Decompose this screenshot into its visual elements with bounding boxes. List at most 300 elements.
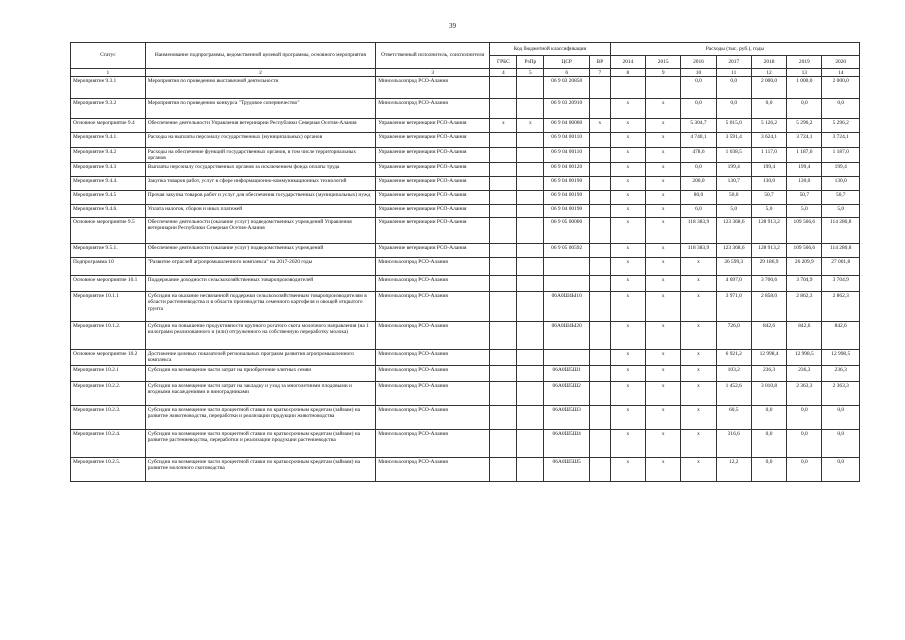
row-executor: Управление ветеринарии РСО-Алания [376, 119, 490, 133]
row-csr: 06 9 03 20850 [544, 77, 590, 99]
row-value-2019: 842,6 [787, 322, 822, 350]
row-executor: Управление ветеринарии РСО-Алания [376, 205, 490, 218]
row-vr [590, 406, 611, 430]
row-vr [590, 430, 611, 458]
row-value-2014: x [610, 148, 645, 163]
row-status: Мероприятие 9.5.1. [71, 244, 146, 258]
row-vr [590, 322, 611, 350]
row-rzpr [517, 133, 544, 148]
row-executor: Минсельхозпрод РСО-Алания [376, 406, 490, 430]
row-name: Субсидии на оказание несвязанной поддержки сельскохозяйственным товаропроизводителям в области растениеводства и в области производства семенного картофеля и овощей открытого грунта [145, 292, 375, 322]
row-grbs [490, 218, 517, 244]
row-value-2015: x [646, 191, 681, 205]
row-executor: Минсельхозпрод РСО-Алания [376, 382, 490, 406]
row-value-2014: x [610, 99, 645, 119]
row-rzpr [517, 322, 544, 350]
row-value-2017: 123 368,6 [716, 218, 751, 244]
row-vr [590, 258, 611, 276]
row-value-2018: 50,7 [751, 191, 786, 205]
table-row [71, 163, 860, 177]
row-value-2017: 0,0 [716, 99, 751, 119]
table-row [71, 258, 860, 276]
row-value-2017: 1 452,6 [716, 382, 751, 406]
row-value-2018: 842,6 [751, 322, 786, 350]
row-value-2015: x [646, 258, 681, 276]
row-value-2016: x [681, 276, 716, 292]
row-executor: Управление ветеринарии РСО-Алания [376, 244, 490, 258]
row-csr: 06 9 03 20910 [544, 99, 590, 119]
row-value-2015: x [646, 382, 681, 406]
row-value-2016: 0,0 [681, 77, 716, 99]
header-status: Статус [71, 43, 146, 69]
row-value-2016: 6,0 [681, 205, 716, 218]
row-status: Мероприятие 9.3.2 [71, 99, 146, 119]
page-number: 39 [449, 22, 456, 30]
row-name: Субсидии на возмещение части процентной ставки по краткосрочным кредитам (займам) на развитие животноводства, переработки и реализации продукции животноводства [145, 406, 375, 430]
table-row [71, 430, 860, 458]
row-rzpr [517, 191, 544, 205]
row-rzpr [517, 177, 544, 191]
row-vr [590, 177, 611, 191]
column-number: 9 [646, 69, 681, 77]
row-vr [590, 163, 611, 177]
row-value-2020: 114 280,8 [822, 244, 860, 258]
row-rzpr [517, 77, 544, 99]
row-value-2016: x [681, 458, 716, 482]
header-year: 2020 [822, 56, 860, 69]
row-value-2015: x [646, 350, 681, 366]
row-rzpr: x [517, 119, 544, 133]
row-csr: 06А0Ш4Ы20 [544, 322, 590, 350]
header-year: 2016 [681, 56, 716, 69]
row-name: Обеспечение деятельности (оказание услуг) подведомственных учреждений Управления ветеринарии Республики Северная Осетия-Алания [145, 218, 375, 244]
row-vr [590, 205, 611, 218]
row-value-2015: x [646, 99, 681, 119]
row-value-2018: 0,0 [751, 406, 786, 430]
table-row [71, 148, 860, 163]
row-grbs [490, 382, 517, 406]
header-year: 2017 [716, 56, 751, 69]
row-grbs [490, 458, 517, 482]
row-value-2020: 5 296,2 [822, 119, 860, 133]
row-value-2018: 3 624,1 [751, 133, 786, 148]
row-csr: 06А0Ш5Ш3 [544, 406, 590, 430]
row-value-2016: 200,0 [681, 177, 716, 191]
row-value-2019: 0,0 [787, 99, 822, 119]
table-row [71, 133, 860, 148]
row-value-2020: 130,0 [822, 177, 860, 191]
row-value-2018: 12 998,4 [751, 350, 786, 366]
row-grbs [490, 77, 517, 99]
row-value-2020: 12 998,5 [822, 350, 860, 366]
row-value-2020: 5,0 [822, 205, 860, 218]
row-value-2014: x [610, 177, 645, 191]
header-year: 2019 [787, 56, 822, 69]
row-value-2015: x [646, 292, 681, 322]
column-number: 10 [681, 69, 716, 77]
row-grbs [490, 205, 517, 218]
row-grbs [490, 191, 517, 205]
row-executor: Управление ветеринарии РСО-Алания [376, 133, 490, 148]
row-value-2017: 6 921,2 [716, 350, 751, 366]
row-value-2020: 0,0 [822, 458, 860, 482]
row-value-2018: 128 913,2 [751, 218, 786, 244]
row-vr [590, 350, 611, 366]
row-value-2016: x [681, 406, 716, 430]
row-executor: Управление ветеринарии РСО-Алания [376, 218, 490, 244]
table-row [71, 177, 860, 191]
row-value-2017: 316,6 [716, 430, 751, 458]
column-number: 14 [822, 69, 860, 77]
row-grbs [490, 350, 517, 366]
row-value-2019: 50,7 [787, 191, 822, 205]
row-value-2020: 27 001,8 [822, 258, 860, 276]
row-rzpr [517, 292, 544, 322]
row-value-2016: 118 383,9 [681, 218, 716, 244]
row-value-2016: 0,0 [681, 163, 716, 177]
row-vr [590, 191, 611, 205]
row-csr: 06А0Ш5Ш2 [544, 382, 590, 406]
row-vr [590, 366, 611, 382]
row-rzpr [517, 366, 544, 382]
row-status: Мероприятие 10.1.1 [71, 292, 146, 322]
header-year: 2015 [646, 56, 681, 69]
table-body [71, 77, 860, 482]
column-number: 3 [376, 69, 490, 77]
row-csr: 06 9 04 00000 [544, 119, 590, 133]
row-csr: 06 9 04 00190 [544, 205, 590, 218]
row-value-2020: 842,6 [822, 322, 860, 350]
header-name: Наименование подпрограммы, ведомственной целевой программы, основного мероприятия [145, 43, 375, 69]
row-value-2018: 5,0 [751, 205, 786, 218]
table-row [71, 366, 860, 382]
table-row [71, 119, 860, 133]
row-name: Поддержание доходности сельскохозяйственных товаропроизводителей [145, 276, 375, 292]
row-value-2017: 130,7 [716, 177, 751, 191]
row-value-2016: 80,0 [681, 191, 716, 205]
row-grbs [490, 148, 517, 163]
row-value-2018: 0,0 [751, 99, 786, 119]
row-grbs [490, 99, 517, 119]
row-vr [590, 244, 611, 258]
header-budget-code: Код бюджетной классификации [490, 43, 610, 56]
row-status: Мероприятие 9.4.6. [71, 205, 146, 218]
row-value-2016: x [681, 322, 716, 350]
row-value-2019: 5,0 [787, 205, 822, 218]
row-value-2014: x [610, 163, 645, 177]
row-grbs [490, 258, 517, 276]
row-value-2018: 236,3 [751, 366, 786, 382]
row-csr: 06А0Ш5Ш5 [544, 458, 590, 482]
row-value-2016: 4 740,1 [681, 133, 716, 148]
row-grbs [490, 133, 517, 148]
column-number: 8 [610, 69, 645, 77]
row-status: Мероприятие 9.4.4. [71, 177, 146, 191]
header-vr: ВР [590, 56, 611, 69]
row-value-2017: 0,0 [716, 77, 751, 99]
row-value-2016: x [681, 258, 716, 276]
row-csr: 06 9 04 00190 [544, 191, 590, 205]
row-name: Обеспечение деятельности Управления ветеринарии Республики Северная Осетия-Алания [145, 119, 375, 133]
row-csr: 06 9 04 00110 [544, 148, 590, 163]
table-row [71, 350, 860, 366]
row-name: Субсидии на возмещение части процентной ставки по краткосрочным кредитам (займам) на развитие молочного скотоводства [145, 458, 375, 482]
row-value-2014: x [610, 322, 645, 350]
row-value-2018: 5 126,2 [751, 119, 786, 133]
row-value-2019: 109 566,6 [787, 244, 822, 258]
row-value-2015: x [646, 163, 681, 177]
row-value-2017: 5,0 [716, 205, 751, 218]
row-value-2020: 236,3 [822, 366, 860, 382]
row-value-2018: 2 858,0 [751, 292, 786, 322]
row-status: Мероприятие 9.4.3 [71, 163, 146, 177]
row-value-2019: 236,3 [787, 366, 822, 382]
row-value-2017: 726,0 [716, 322, 751, 350]
header-year: 2014 [610, 56, 645, 69]
table-row [71, 292, 860, 322]
table-row [71, 322, 860, 350]
row-executor: Минсельхозпрод РСО-Алания [376, 322, 490, 350]
row-value-2017: 60,5 [716, 406, 751, 430]
row-value-2020: 2 862,3 [822, 292, 860, 322]
row-value-2019: 0,0 [787, 458, 822, 482]
row-value-2015: x [646, 406, 681, 430]
row-value-2020: 3 704,9 [822, 276, 860, 292]
row-value-2017: 3 971,0 [716, 292, 751, 322]
row-csr: 06 9 04 00190 [544, 177, 590, 191]
row-vr [590, 148, 611, 163]
row-value-2020: 0,0 [822, 406, 860, 430]
table-row [71, 77, 860, 99]
row-value-2015: x [646, 430, 681, 458]
column-number: 11 [716, 69, 751, 77]
row-executor: Управление ветеринарии РСО-Алания [376, 148, 490, 163]
row-grbs [490, 177, 517, 191]
row-vr: x [590, 119, 611, 133]
row-executor: Минсельхозпрод РСО-Алания [376, 276, 490, 292]
row-value-2016: x [681, 292, 716, 322]
row-value-2017: 12,2 [716, 458, 751, 482]
row-value-2014: x [610, 382, 645, 406]
row-value-2014: x [610, 292, 645, 322]
row-value-2019: 130,0 [787, 177, 822, 191]
row-name: Субсидии на возмещение части процентной ставки по краткосрочным кредитам (займам) на развитие растениеводства, переработки и реализации продукции растениеводства [145, 430, 375, 458]
row-name: Выплаты персоналу государственных органов за исключением фонда оплаты труда [145, 163, 375, 177]
header-executor: Ответственный исполнитель, соисполнители [376, 43, 490, 69]
row-rzpr [517, 458, 544, 482]
row-vr [590, 292, 611, 322]
table-row [71, 458, 860, 482]
row-value-2015: x [646, 119, 681, 133]
row-value-2019: 3 704,9 [787, 276, 822, 292]
row-name: Достижение целевых показателей региональных программ развития агропромышленного комплекса [145, 350, 375, 366]
table-row [71, 99, 860, 119]
row-executor: Минсельхозпрод РСО-Алания [376, 366, 490, 382]
row-name: Субсидии на возмещение части затрат на закладку и уход за многолетними плодовыми и ягодными насаждениями и виноградниками [145, 382, 375, 406]
row-rzpr [517, 163, 544, 177]
row-value-2015: x [646, 276, 681, 292]
row-value-2014: x [610, 244, 645, 258]
column-number: 12 [751, 69, 786, 77]
row-name: "Развитие отраслей агропромышленного комплекса" на 2017-2020 годы [145, 258, 375, 276]
row-status: Мероприятие 10.1.2. [71, 322, 146, 350]
row-executor: Минсельхозпрод РСО-Алания [376, 292, 490, 322]
row-value-2014: x [610, 458, 645, 482]
row-executor: Минсельхозпрод РСО-Алания [376, 458, 490, 482]
column-number: 5 [517, 69, 544, 77]
row-value-2018: 128 913,2 [751, 244, 786, 258]
row-grbs [490, 322, 517, 350]
row-value-2019: 1 000,0 [787, 77, 822, 99]
row-value-2017: 103,2 [716, 366, 751, 382]
row-value-2015: x [646, 244, 681, 258]
row-value-2017: 1 038,5 [716, 148, 751, 163]
row-status: Мероприятие 9.3.1 [71, 77, 146, 99]
row-value-2019: 109 566,6 [787, 218, 822, 244]
row-value-2014: x [610, 366, 645, 382]
row-value-2016: x [681, 382, 716, 406]
row-value-2020: 0,0 [822, 99, 860, 119]
column-number: 13 [787, 69, 822, 77]
row-vr [590, 458, 611, 482]
row-value-2020: 3 724,1 [822, 133, 860, 148]
row-rzpr [517, 276, 544, 292]
column-number: 2 [145, 69, 375, 77]
row-value-2014: x [610, 119, 645, 133]
row-rzpr [517, 218, 544, 244]
row-value-2016: x [681, 366, 716, 382]
column-number: 4 [490, 69, 517, 77]
row-value-2017: 199,4 [716, 163, 751, 177]
row-executor: Минсельхозпрод РСО-Алания [376, 430, 490, 458]
row-value-2019: 0,0 [787, 406, 822, 430]
row-vr [590, 218, 611, 244]
row-name: Расходы на обеспечение функций государственных органов, в том числе территориальных органов [145, 148, 375, 163]
row-value-2020: 2 363,3 [822, 382, 860, 406]
row-executor: Минсельхозпрод РСО-Алания [376, 99, 490, 119]
row-value-2018: 1 117,0 [751, 148, 786, 163]
row-value-2019: 3 724,1 [787, 133, 822, 148]
row-name: Субсидии на возмещение части затрат на приобретение элитных семян [145, 366, 375, 382]
row-value-2017: 4 697,0 [716, 276, 751, 292]
row-value-2014: x [610, 205, 645, 218]
table-row [71, 218, 860, 244]
row-grbs [490, 276, 517, 292]
row-value-2019: 12 998,5 [787, 350, 822, 366]
row-status: Основное мероприятие 10.1 [71, 276, 146, 292]
row-grbs [490, 366, 517, 382]
table-row [71, 406, 860, 430]
row-rzpr [517, 350, 544, 366]
table-row [71, 382, 860, 406]
row-value-2015: x [646, 148, 681, 163]
row-grbs [490, 292, 517, 322]
row-value-2014: x [610, 406, 645, 430]
header-rzpr: РзПр [517, 56, 544, 69]
row-status: Мероприятие 10.2.3. [71, 406, 146, 430]
row-grbs [490, 430, 517, 458]
column-number-row [71, 69, 860, 77]
row-value-2019: 2 862,3 [787, 292, 822, 322]
header-grbs: ГРБС [490, 56, 517, 69]
row-value-2020: 114 280,8 [822, 218, 860, 244]
row-value-2016: 118 383,9 [681, 244, 716, 258]
row-value-2015: x [646, 133, 681, 148]
row-status: Мероприятие 9.4.1. [71, 133, 146, 148]
table-row [71, 276, 860, 292]
row-status: Основное мероприятие 9.5 [71, 218, 146, 244]
row-name: Мероприятия по проведению конкурса "Трудовое соперничество" [145, 99, 375, 119]
budget-table [70, 42, 860, 482]
header-row-1 [71, 43, 860, 56]
row-status: Мероприятие 10.2.4. [71, 430, 146, 458]
row-rzpr [517, 205, 544, 218]
row-value-2018: 199,4 [751, 163, 786, 177]
row-status: Мероприятие 10.2.1 [71, 366, 146, 382]
row-executor: Минсельхозпрод РСО-Алания [376, 77, 490, 99]
row-value-2014: x [610, 276, 645, 292]
row-csr: 06 9 05 00000 [544, 218, 590, 244]
row-name: Обеспечение деятельности (оказание услуг) подведомственных учреждений [145, 244, 375, 258]
row-value-2016: 478,6 [681, 148, 716, 163]
header-expenses: Расходы (тыс. руб.), годы [610, 43, 859, 56]
row-value-2016: 0,0 [681, 99, 716, 119]
row-value-2019: 1 187,0 [787, 148, 822, 163]
row-value-2020: 1 187,0 [822, 148, 860, 163]
row-executor: Управление ветеринарии РСО-Алания [376, 163, 490, 177]
row-value-2018: 0,0 [751, 458, 786, 482]
row-status: Подпрограмма 10 [71, 258, 146, 276]
row-value-2018: 2 000,0 [751, 77, 786, 99]
row-name: Расходы на выплаты персоналу государственных (муниципальных) органов [145, 133, 375, 148]
row-vr [590, 382, 611, 406]
row-csr: 06 9 04 00120 [544, 163, 590, 177]
row-value-2014: x [610, 350, 645, 366]
row-value-2018: 3 010,8 [751, 382, 786, 406]
table-row [71, 244, 860, 258]
row-csr: 06А0Ш4Ы10 [544, 292, 590, 322]
row-status: Мероприятие 10.2.2. [71, 382, 146, 406]
row-status: Мероприятие 9.4.2 [71, 148, 146, 163]
row-csr [544, 350, 590, 366]
row-name: Уплата налогов, сборов и иных платежей [145, 205, 375, 218]
row-value-2015: x [646, 366, 681, 382]
row-value-2017: 5 015,0 [716, 119, 751, 133]
row-value-2017: 123 368,6 [716, 244, 751, 258]
row-value-2018: 130,0 [751, 177, 786, 191]
row-value-2020: 199,4 [822, 163, 860, 177]
row-status: Основное мероприятие 10.2 [71, 350, 146, 366]
row-value-2015: x [646, 322, 681, 350]
row-name: Мероприятия по проведению выставочной деятельности [145, 77, 375, 99]
row-vr [590, 99, 611, 119]
row-rzpr [517, 382, 544, 406]
row-value-2015 [646, 77, 681, 99]
row-value-2017: 50,0 [716, 191, 751, 205]
row-rzpr [517, 258, 544, 276]
row-value-2019: 0,0 [787, 430, 822, 458]
row-executor: Минсельхозпрод РСО-Алания [376, 350, 490, 366]
row-status: Основное мероприятие 9.4 [71, 119, 146, 133]
row-rzpr [517, 406, 544, 430]
row-value-2020: 2 000,0 [822, 77, 860, 99]
row-value-2020: 50,7 [822, 191, 860, 205]
table-row [71, 191, 860, 205]
row-csr [544, 276, 590, 292]
row-value-2015: x [646, 218, 681, 244]
row-value-2017: 3 591,4 [716, 133, 751, 148]
column-number: 6 [544, 69, 590, 77]
